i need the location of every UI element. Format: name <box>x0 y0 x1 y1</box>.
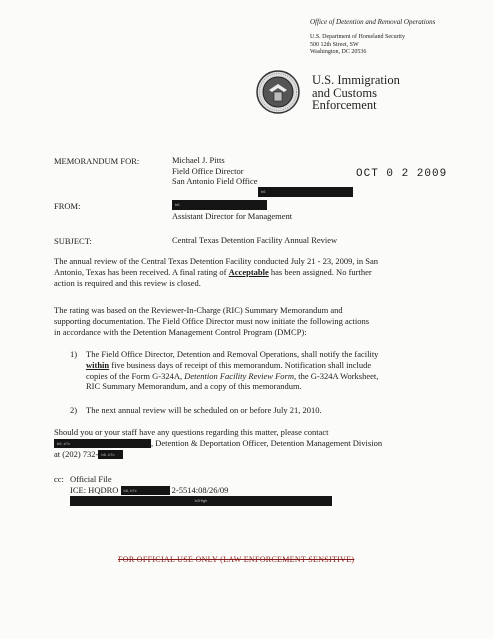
text-line <box>54 438 474 449</box>
text-line: RIC Summary Memorandum, and a copy of this memorandum. <box>86 381 302 392</box>
classification-footer: FOR OFFICIAL USE ONLY (LAW ENFORCEMENT SENSITIVE) <box>118 555 355 564</box>
text-span: Antonio, Texas has been received. A final rating of <box>54 266 229 277</box>
paragraph-review-result <box>54 256 474 288</box>
memo-subject-label: SUBJECT: <box>54 236 92 246</box>
recipient-line: Michael J. Pitts <box>172 155 225 165</box>
agency-line: Enforcement <box>312 98 377 112</box>
recipient-line: San Antonio Field Office <box>172 176 258 186</box>
address-line: 500 12th Street, SW <box>310 41 359 48</box>
emphasis-within: within <box>86 359 110 370</box>
text-line <box>86 360 476 371</box>
text-span: 2-5514:08/26/09 <box>171 484 229 495</box>
text-line <box>86 371 476 382</box>
memo-from-label: FROM: <box>54 201 81 211</box>
text-span: , the G-324A Worksheet, <box>293 370 379 381</box>
agency-line: U.S. Immigration <box>312 73 400 87</box>
text-span: copies of the Form G-324A, <box>86 370 185 381</box>
cc-list <box>70 474 390 496</box>
paragraph-contact <box>54 427 474 459</box>
final-rating: Acceptable <box>228 266 269 277</box>
cc-label: cc: <box>54 474 64 484</box>
text-span: ICE: HQDRO <box>70 484 119 495</box>
memo-to-recipient <box>172 155 258 187</box>
redaction-block: b6 <box>172 200 267 210</box>
text-line: action is required and this review is closed. <box>54 277 201 288</box>
office-name: Office of Detention and Removal Operations <box>310 18 436 26</box>
office-address <box>310 34 405 57</box>
text-line: The annual review of the Central Texas Detention Facility conducted July 21 - 23, 2009, in San <box>54 256 379 266</box>
text-span: five business days of receipt of this memorandum. Notification shall include <box>109 359 372 370</box>
memo-from-title: Assistant Director for Management <box>172 211 293 221</box>
text-line: The rating was based on the Reviewer-In-Charge (RIC) Summary Memorandum and <box>54 305 343 315</box>
text-span: has been assigned. No further <box>268 266 372 277</box>
list-item-notify <box>86 349 476 392</box>
agency-line: and Customs <box>312 85 377 100</box>
recipient-line: Field Office Director <box>172 165 244 176</box>
address-line: Washington, DC 20536 <box>310 49 367 55</box>
list-item-next-review: The next annual review will be scheduled on or before July 21, 2010. <box>86 405 322 415</box>
text-line: supporting documentation. The Field Office Director must now initiate the following actions <box>54 315 370 326</box>
memo-subject: Central Texas Detention Facility Annual Review <box>172 235 338 245</box>
text-line: Should you or your staff have any questions regarding this matter, please contact <box>54 427 329 437</box>
address-line: U.S. Department of Homeland Security <box>310 34 405 40</box>
redaction-block: b2High <box>70 496 332 506</box>
redaction-block: b6, b7c <box>98 450 123 459</box>
text-span: , Detention & Deportation Officer, Detention Management Division <box>151 437 383 448</box>
paragraph-rating-basis <box>54 305 474 337</box>
text-line: The Field Office Director, Detention and Removal Operations, shall notify the facility <box>86 349 379 359</box>
cc-ice <box>70 485 390 496</box>
list-number: 1) <box>70 349 78 359</box>
text-span: at (202) 732- <box>54 448 99 459</box>
redaction-block: b6 <box>258 187 353 197</box>
cc-file: Official File <box>70 474 112 484</box>
redaction-block: b6, b7c <box>54 439 151 448</box>
memo-date: OCT 0 2 2009 <box>356 168 448 180</box>
list-number: 2) <box>70 405 78 415</box>
form-title: Detention Facility Review Form <box>184 370 294 381</box>
memo-to-label: MEMORANDUM FOR: <box>54 156 140 166</box>
text-line <box>54 449 474 460</box>
redaction-block: b6, b7c <box>121 486 170 495</box>
dhs-seal-icon <box>256 70 300 114</box>
text-line <box>54 267 474 278</box>
agency-name <box>312 74 400 112</box>
text-line: in accordance with the Detention Management Control Program (DMCP): <box>54 326 307 337</box>
